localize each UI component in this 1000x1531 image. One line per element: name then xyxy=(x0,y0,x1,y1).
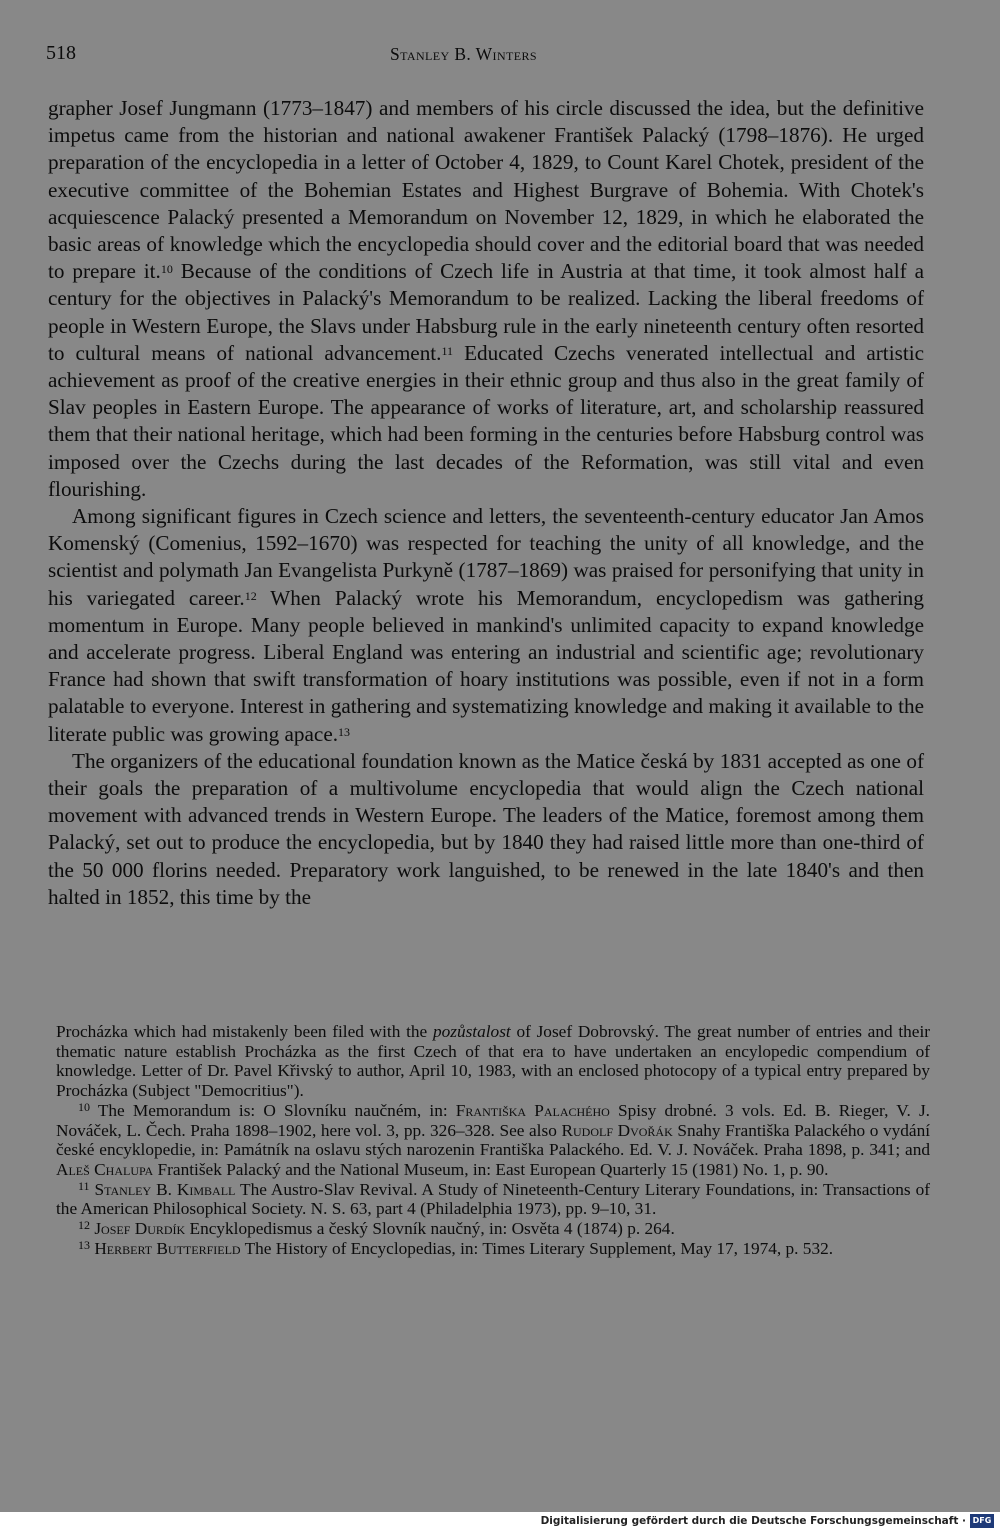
running-head: Stanley B. Winters xyxy=(390,44,537,64)
footnote-text: The History of Encyclopedias, in: Times Literary Supplement, May 17, 1974, p. 532. xyxy=(240,1238,834,1258)
funding-credit: Digitalisierung gefördert durch die Deutsche Forschungsgemeinschaft · xyxy=(540,1515,966,1527)
footnote-12 xyxy=(56,1219,930,1239)
footnote-ref: 10 xyxy=(160,262,173,277)
paragraph-text: When Palacký wrote his Memorandum, encyclopedism was gathering momentum in Europe. Many people believed in mankind's unlimited capacity to expand knowledge and accelerate progress. Liberal England was entering an industrial and scientific age; revolutionary France had shown that swift transformation of hoary institutions was possible, even if not in a form palatable to everyone. Interest in gathering and systematizing knowledge and making it available to the literate public was growing apace. xyxy=(48,585,924,746)
author-name: Herbert Butterfield xyxy=(94,1238,241,1258)
footnote-text: František Palacký and the National Museum, in: East European Quarterly 15 (1981) No. 1, p. 90. xyxy=(153,1159,829,1179)
paragraph-text: Educated Czechs venerated intellectual and artistic achievement as proof of the creative energies in their ethnic group and thus also in the great family of Slav peoples in Eastern Europe. The appearance of works of literature, art, and scholarship reassured them that their national heritage, which had been forming in the centuries before Habsburg control was imposed over the Czechs during the last decades of the Reformation, was still vital and even flourishing. xyxy=(48,340,924,501)
author-name: Rudolf Dvořák xyxy=(561,1120,673,1140)
footnote-text: Spisy drobné. 3 vols. Ed. B. Rieger, V. J. Nováček, L. Čech. Praha 1898–1902, here vol. 3, pp. 326–328. See also xyxy=(56,1100,930,1140)
paragraph-text: Among significant figures in Czech science and letters, the seventeenth-century educator Jan Amos Komenský (Comenius, 1592–1670) was respected for teaching the unity of all knowledge, and the scientist and polymath Jan Evangelista Purkyně (1787–1869) was praised for personifying that unity in his variegated career. xyxy=(48,504,924,610)
footnote-text: The Austro-Slav Revival. A Study of Nineteenth-Century Literary Foundations, in: Transactions of the American Philosophical Society. N. S. 63, part 4 (Philadelphia 1973), pp. 9–10, 31. xyxy=(56,1179,930,1219)
footnote-italic: pozůstalost xyxy=(432,1022,511,1041)
author-name: Aleš Chalupa xyxy=(56,1159,154,1179)
footnote-number: 10 xyxy=(78,1099,90,1114)
footnote-text: Procházka which had mistakenly been filed with the xyxy=(56,1022,433,1041)
footnote-text: The Memorandum is: O Slovníku naučném, in: xyxy=(90,1100,456,1120)
author-name: Josef Durdík xyxy=(94,1219,186,1239)
author-name: Františka Palachého xyxy=(455,1100,610,1120)
paragraph xyxy=(48,748,924,911)
author-name: Stanley B. Kimball xyxy=(94,1179,236,1199)
footnote-text: Encyklopedismus a český Slovník naučný, in: Osvěta 4 (1874) p. 264. xyxy=(185,1219,675,1239)
page-header xyxy=(46,42,938,72)
page-number: 518 xyxy=(46,42,76,64)
paragraph-text: The organizers of the educational foundation known as the Matice česká by 1831 accepted as one of their goals the preparation of a multivolume encyclopedia that would align the Czech national movement with advanced trends in Western Europe. The leaders of the Matice, foremost among them Palacký, set out to produce the encyclopedia, but by 1840 they had raised little more than one-third of the 50 000 florins needed. Preparatory work languished, to be renewed in the late 1840's and then halted in 1852, this time by the xyxy=(48,748,924,909)
footnote-11 xyxy=(56,1180,930,1219)
footnote-10 xyxy=(56,1101,930,1180)
footnote-continued xyxy=(56,1022,930,1101)
paragraph-text: grapher Josef Jungmann (1773–1847) and members of his circle discussed the idea, but the definitive impetus came from the historian and national awakener František Palacký (1798–1876). He urged preparation of the encyclopedia in a letter of October 4, 1829, to Count Karel Chotek, president of the executive committee of the Bohemian Estates and Highest Burgrave of Bohemia. With Chotek's acquiescence Palacký presented a Memorandum on November 12, 1829, in which he elaborated the basic areas of knowledge which the encyclopedia should cover and the editorial board that was needed to prepare it. xyxy=(48,96,924,284)
footnote-number: 13 xyxy=(78,1237,90,1252)
footnotes xyxy=(56,1022,930,1258)
paragraph-text: Because of the conditions of Czech life in Austria at that time, it took almost half a century for the objectives in Palacký's Memorandum to be realized. Lacking the liberal freedoms of people in Western Europe, the Slavs under Habsburg rule in the early nineteenth century often resorted to cultural means of national advancement. xyxy=(48,259,925,365)
footnote-number: 12 xyxy=(78,1218,90,1233)
digitization-footer xyxy=(0,1512,1000,1531)
footnote-text: of Josef Dobrovský. The great number of entries and their thematic nature establish Procházka as the first Czech of that era to have undertaken an encylopedic compendium of knowledge. Letter of Dr. Pavel Křivský to author, April 10, 1983, with an enclosed photocopy of a typical entry prepared by Procházka (Subject "Democritius"). xyxy=(56,1022,930,1101)
footnote-ref: 13 xyxy=(338,724,351,739)
paragraph xyxy=(48,503,924,748)
footnote-ref: 11 xyxy=(441,343,454,358)
main-text xyxy=(48,95,924,911)
paragraph xyxy=(48,95,924,503)
footnote-13 xyxy=(56,1239,930,1259)
dfg-logo-icon: DFG xyxy=(970,1514,994,1528)
footnote-ref: 12 xyxy=(244,588,257,603)
footnote-number: 11 xyxy=(78,1178,90,1193)
footnote-text: Snahy Františka Palackého o vydání české encyklopedie, in: Památník na oslavu stých narozenin Františka Palackého. Ed. V. J. Nováček. Praha 1898, p. 341; and xyxy=(56,1120,931,1160)
